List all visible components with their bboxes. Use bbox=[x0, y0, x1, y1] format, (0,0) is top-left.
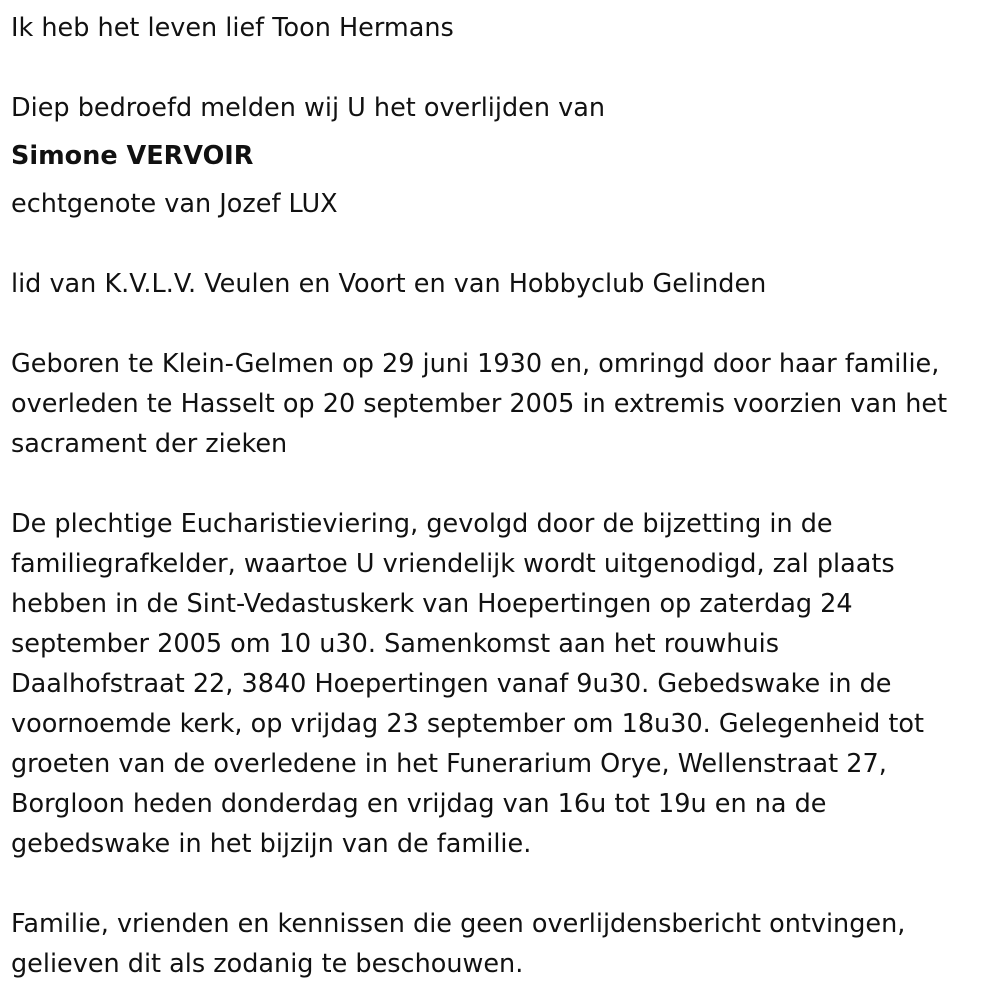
obituary-text bbox=[11, 8, 991, 984]
paragraph-line: overleden te Hasselt op 20 september 2005 in extremis voorzien van het bbox=[11, 389, 948, 419]
paragraph-line: september 2005 om 10 u30. Samenkomst aan het rouwhuis bbox=[11, 629, 779, 659]
paragraph-line: Borgloon heden donderdag en vrijdag van 16u tot 19u en na de bbox=[11, 789, 827, 819]
paragraph-line: De plechtige Eucharistieviering, gevolgd door de bijzetting in de bbox=[11, 509, 833, 539]
paragraph-line: Geboren te Klein-Gelmen op 29 juni 1930 en, omringd door haar familie, bbox=[11, 349, 940, 379]
deceased-name: Simone VERVOIR bbox=[11, 141, 254, 171]
paragraph-line: Daalhofstraat 22, 3840 Hoepertingen vanaf 9u30. Gebedswake in de bbox=[11, 669, 892, 699]
paragraph-line: gelieven dit als zodanig te beschouwen. bbox=[11, 949, 524, 979]
paragraph-line: voornoemde kerk, op vrijdag 23 september om 18u30. Gelegenheid tot bbox=[11, 709, 924, 739]
paragraph-line: Familie, vrienden en kennissen die geen overlijdensbericht ontvingen, bbox=[11, 909, 906, 939]
quote-line: Ik heb het leven lief Toon Hermans bbox=[11, 13, 454, 43]
spacer bbox=[11, 224, 991, 264]
paragraph-line: gebedswake in het bijzijn van de familie. bbox=[11, 829, 532, 859]
paragraph-line: hebben in de Sint-Vedastuskerk van Hoepertingen op zaterdag 24 bbox=[11, 589, 853, 619]
spouse-line: echtgenote van Jozef LUX bbox=[11, 189, 338, 219]
spacer bbox=[11, 304, 991, 344]
paragraph-line: sacrament der zieken bbox=[11, 429, 288, 459]
announcement-line: Diep bedroefd melden wij U het overlijden van bbox=[11, 93, 605, 123]
ceremony-paragraph bbox=[11, 504, 991, 864]
paragraph-line: familiegrafkelder, waartoe U vriendelijk wordt uitgenodigd, zal plaats bbox=[11, 549, 895, 579]
spacer bbox=[11, 176, 991, 184]
birth-death-paragraph bbox=[11, 344, 991, 464]
spacer bbox=[11, 128, 991, 136]
closing-paragraph bbox=[11, 904, 991, 984]
spacer bbox=[11, 864, 991, 904]
paragraph-line: groeten van de overledene in het Funerarium Orye, Wellenstraat 27, bbox=[11, 749, 887, 779]
spacer bbox=[11, 464, 991, 504]
spacer bbox=[11, 48, 991, 88]
membership-line: lid van K.V.L.V. Veulen en Voort en van Hobbyclub Gelinden bbox=[11, 269, 767, 299]
